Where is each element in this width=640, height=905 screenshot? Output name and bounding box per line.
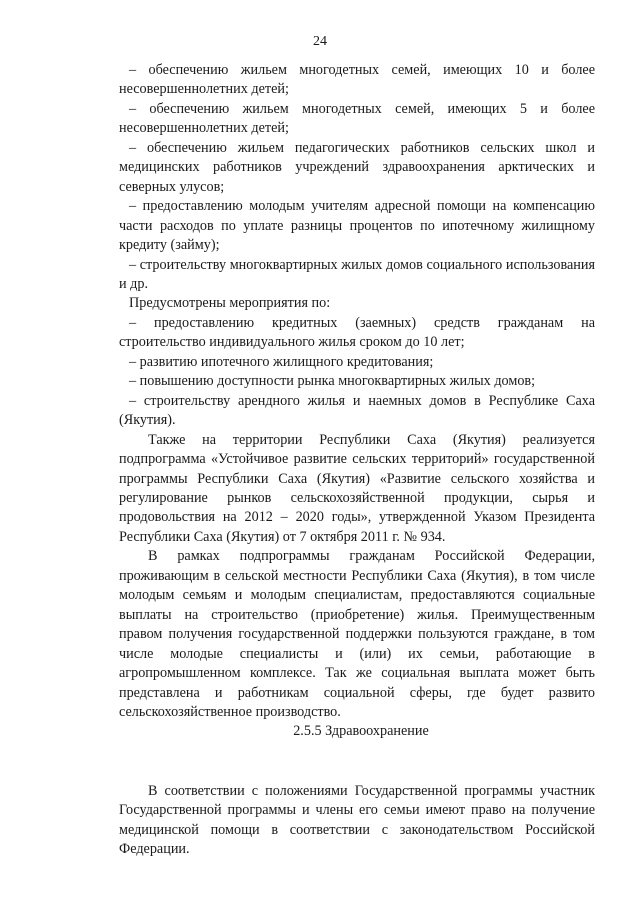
paragraph-mortgage-development: – развитию ипотечного жилищного кредитования; xyxy=(129,353,434,370)
paragraph-rental-housing: – строительству арендного жилья и наемных домов в Республике Саха (Якутия). xyxy=(119,392,595,429)
paragraph-housing-teachers-medics: – обеспечению жильем педагогических работников сельских школ и медицинских работников учреждений здравоохранения арктических и северных улусов; xyxy=(119,139,595,195)
paragraph-apartment-construction: – строительству многоквартирных жилых домов социального использования и др. xyxy=(119,256,595,292)
paragraph-housing-large-families-10: – обеспечению жильем многодетных семей, имеющих 10 и более несовершеннолетних детей; xyxy=(119,62,595,98)
section-spacer xyxy=(119,742,595,782)
paragraph-measures-intro: Предусмотрены мероприятия по: xyxy=(129,295,331,312)
body-text xyxy=(119,61,595,860)
paragraph-young-teachers-aid: – предоставлению молодым учителям адресной помощи на компенсацию части расходов по уплате разницы процентов по ипотечному жилищному кредиту (займу); xyxy=(119,198,595,254)
paragraph-rural-subprogram: Также на территории Республики Саха (Якутия) реализуется подпрограмма «Устойчивое развитие сельских территорий» государственной программы Республики Саха (Якутия) «Развитие сельского хозяйства и регулирование рынков сельскохозяйственной продукции, сырья и продовольствия на 2012 – 2020 годы», утвержденной Указом Президента Республики Саха (Якутия) от 7 октября 2011 г. № 934. xyxy=(119,431,595,545)
paragraph-healthcare: В соответствии с положениями Государственной программы участник Государственной программы и члены его семьи имеют право на получение медицинской помощи в соответствии с законодательством Российской Федерации. xyxy=(119,782,595,858)
section-heading: 2.5.5 Здравоохранение xyxy=(293,723,429,740)
paragraph-market-accessibility: – повышению доступности рынка многоквартирных жилых домов; xyxy=(129,373,536,390)
paragraph-credit-funds: – предоставлению кредитных (заемных) средств гражданам на строительство индивидуального жилья сроком до 10 лет; xyxy=(119,314,595,351)
page-number: 24 xyxy=(313,34,327,49)
paragraph-social-payments: В рамках подпрограммы гражданам Российской Федерации, проживающим в сельской местности Республики Саха (Якутия), в том числе молодым семьям и молодым специалистам, предоставляются социальные выплаты на строительство (приобретение) жилья. Преимущественным правом получения государственной поддержки пользуются граждане, в том числе молодые специалисты и (или) их семьи, работающие в агропромышленном комплексе. Так же социальная выплата может быть представлена и работникам социальной сферы, где будет развито сельскохозяйственное производство. xyxy=(119,548,595,720)
paragraph-housing-large-families-5: – обеспечению жильем многодетных семей, имеющих 5 и более несовершеннолетних детей; xyxy=(119,100,595,137)
